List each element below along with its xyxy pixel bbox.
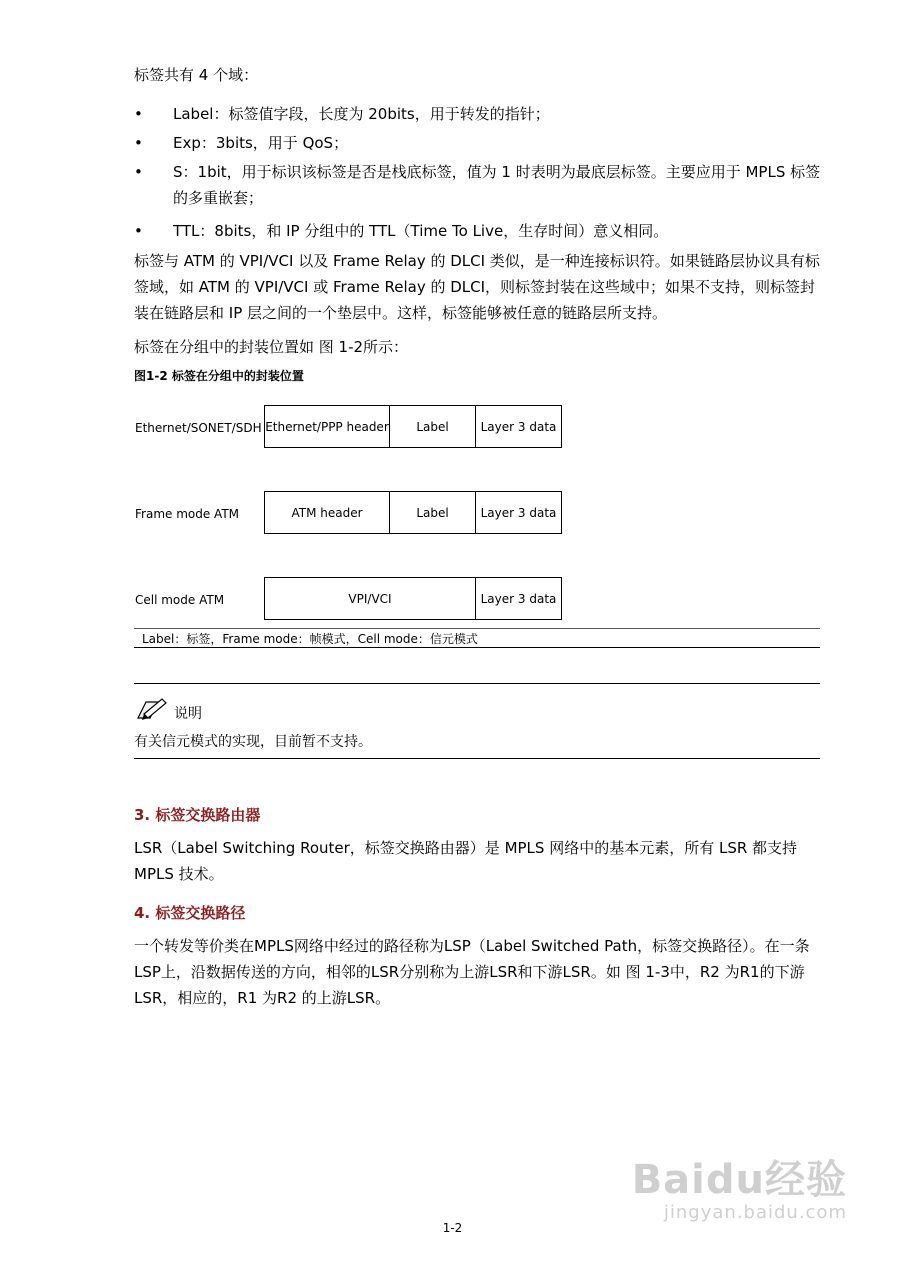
intro-text: 标签共有 4 个域：: [134, 66, 259, 84]
field-label: Label：标签值字段，长度为 20bits，用于转发的指针；: [173, 105, 550, 123]
cell-ethernet-header: Ethernet/PPP header: [264, 405, 390, 448]
bullet-dot: •: [134, 163, 143, 181]
bullet-dot: •: [134, 105, 143, 123]
field-exp: Exp：3bits，用于 QoS；: [173, 134, 349, 152]
field-ttl: TTL：8bits，和 IP 分组中的 TTL（Time To Live，生存时间）意义相同。: [173, 222, 669, 240]
row-label-frame-mode: Frame mode ATM: [135, 507, 240, 521]
field-s: S：1bit，用于标识该标签是否是栈底标签，值为 1 时表明为最底层标签。主要应用于 MPLS 标签的多重嵌套；: [173, 163, 821, 207]
cell-layer3: Layer 3 data: [475, 405, 562, 448]
note-label: 说明: [174, 706, 202, 722]
row-label-cell-mode: Cell mode ATM: [135, 593, 225, 607]
row-label-ethernet: Ethernet/SONET/SDH: [135, 421, 262, 435]
caption-rule-top: [134, 628, 820, 629]
watermark-main: Baidu经验: [631, 1157, 847, 1203]
caption-rule-bottom: [134, 647, 820, 648]
cell-layer3: Layer 3 data: [475, 491, 562, 534]
page-number: 1-2: [442, 1221, 463, 1235]
figure-title: 图1-2 标签在分组中的封装位置: [134, 369, 304, 383]
cell-atm-header: ATM header: [264, 491, 390, 534]
cell-label: Label: [389, 491, 476, 534]
para-atm: 标签与 ATM 的 VPI/VCI 以及 Frame Relay 的 DLCI 类似，是一种连接标识符。如果链路层协议具有标签域，如 ATM 的 VPI/VCI 或 Frame Relay 的 DLCI，则标签封装在这些域中；如果不支持，则标签封装在链路层和 IP 层之间的一个垫层中。这样，标签能够被任意的链路层所支持。: [134, 252, 820, 322]
baidu-watermark: [632, 1158, 847, 1224]
section-4-text: 一个转发等价类在MPLS网络中经过的路径称为LSP（Label Switched Path，标签交换路径）。在一条LSP上，沿数据传送的方向，相邻的LSR分别称为上游LSR和下游LSR。如 图 1-3中，R2 为R1的下游LSR，相应的，R1 为R2 的上游LSR。: [134, 937, 810, 1007]
pencil-note-icon: [136, 696, 170, 726]
bullet-dot: •: [134, 134, 143, 152]
figure-caption: Label：标签，Frame mode：帧模式，Cell mode：信元模式: [142, 632, 478, 646]
cell-label: Label: [389, 405, 476, 448]
para-fig-ref: 标签在分组中的封装位置如 图 1-2所示：: [134, 338, 409, 356]
note-rule-top: [134, 683, 820, 684]
cell-vpi-vci: VPI/VCI: [264, 577, 476, 620]
cell-layer3: Layer 3 data: [475, 577, 562, 620]
section-4-heading: 4. 标签交换路径: [134, 904, 246, 922]
section-3-heading: 3. 标签交换路由器: [134, 806, 261, 824]
bullet-dot: •: [134, 222, 143, 240]
section-3-text: LSR（Label Switching Router，标签交换路由器）是 MPLS 网络中的基本元素，所有 LSR 都支持 MPLS 技术。: [134, 839, 798, 883]
note-rule-bottom: [134, 758, 820, 759]
watermark-sub: jingyan.baidu.com: [663, 1202, 847, 1223]
note-text: 有关信元模式的实现，目前暂不支持。: [134, 734, 372, 750]
